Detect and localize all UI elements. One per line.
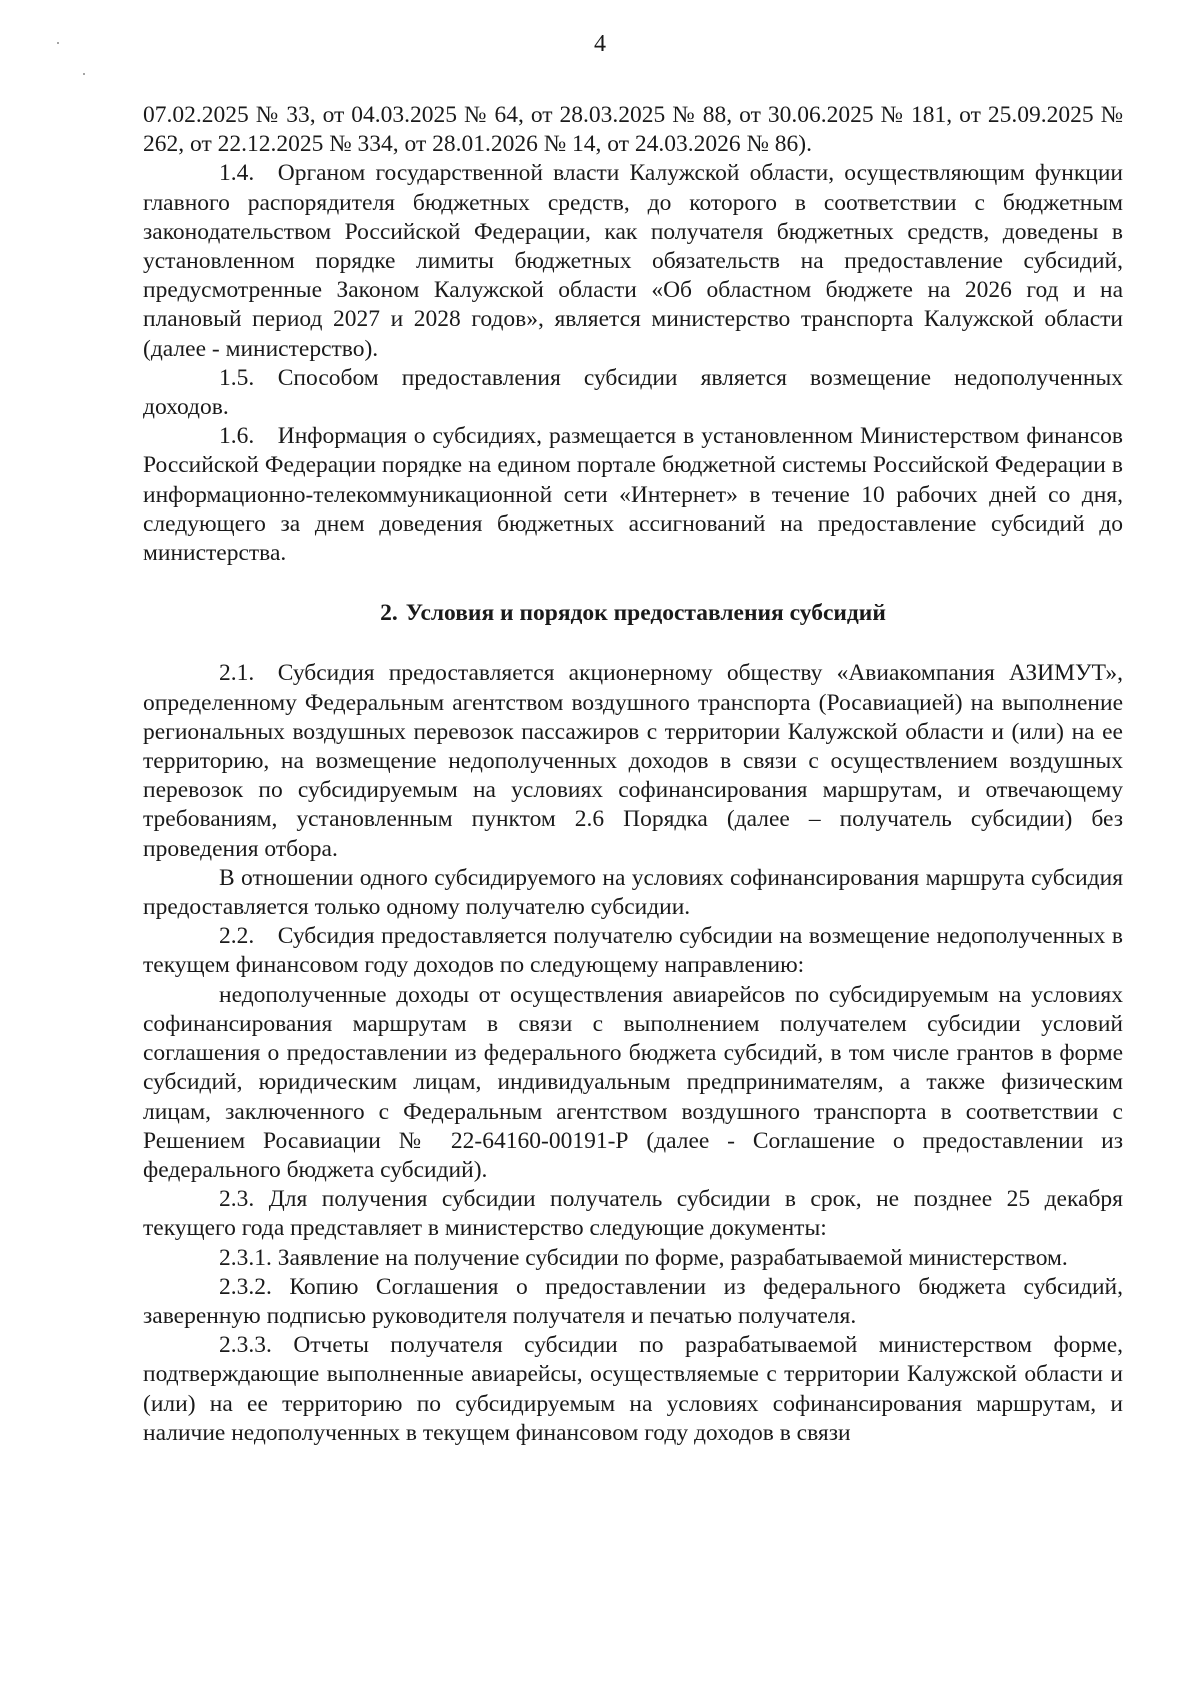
paragraph-2-2-direction: недополученные доходы от осуществления авиарейсов по субсидируемым на условиях софинансирования маршрутам в связи с выполнением получателем субсидии условий соглашения о предоставлении из федерального бюджета субсидий, в том числе грантов в форме субсидий, юридическим лицам, индивидуальным предпринимателям, а также физическим лицам, заключенного с Федеральным агентством воздушного транспорта в соответствии с Решением Росавиации № 22-64160-00191-Р (далее - Соглашение о предоставлении из федерального бюджета субсидий). bbox=[143, 981, 1123, 1183]
paragraph-1-5: 1.5. Способом предоставления субсидии является возмещение недополученных доходов. bbox=[143, 364, 1123, 421]
section-number: 2. bbox=[380, 600, 398, 627]
paragraph-continuation: 07.02.2025 № 33, от 04.03.2025 № 64, от 28.03.2025 № 88, от 30.06.2025 № 181, от 25.09.2025 № 262, от 22.12.2025 № 334, от 28.01.2026 № 14, от 24.03.2026 № 86). bbox=[143, 102, 1123, 158]
document-body bbox=[143, 101, 1123, 1448]
paragraph-2-3-3: 2.3.3. Отчеты получателя субсидии по разрабатываемой министерством форме, подтверждающие выполненные авиарейсы, осуществляемые с территории Калужской области и (или) на ее территорию по субсидируемым на условиях софинансирования маршрутам, и наличие недополученных в текущем финансовом году доходов в связи bbox=[143, 1332, 1123, 1446]
scan-speck bbox=[83, 73, 85, 75]
section-title: Условия и порядок предоставления субсидий bbox=[405, 600, 886, 627]
paragraph-1-4: 1.4. Органом государственной власти Калужской области, осуществляющим функции главного распорядителя бюджетных средств, до которого в соответствии с бюджетным законодательством Российской Федерации, как получателя бюджетных средств, доведены в установленном порядке лимиты бюджетных обязательств на предоставление субсидий, предусмотренные Законом Калужской области «Об областном бюджете на 2026 год и на плановый период 2027 и 2028 годов», является министерство транспорта Калужской области (далее - министерство). bbox=[143, 160, 1123, 362]
paragraph-2-1: 2.1. Субсидия предоставляется акционерному обществу «Авиакомпания АЗИМУТ», определенному Федеральным агентством воздушного транспорта (Росавиацией) на выполнение региональных воздушных перевозок пассажиров с территории Калужской области и (или) на ее территорию, на возмещение недополученных доходов в связи с осуществлением воздушных перевозок по субсидируемым на условиях софинансирования маршрутам, и отвечающему требованиям, установленным пунктом 2.6 Порядка (далее – получатель субсидии) без проведения отбора. bbox=[143, 660, 1123, 862]
paragraph-2-3-1: 2.3.1. Заявление на получение субсидии по форме, разрабатываемой министерством. bbox=[219, 1244, 1068, 1271]
paragraph-2-3-2: 2.3.2. Копию Соглашения о предоставлении из федерального бюджета субсидий, заверенную подписью руководителя получателя и печатью получателя. bbox=[143, 1273, 1123, 1329]
section-heading bbox=[143, 599, 1123, 628]
page-number: 4 bbox=[594, 31, 606, 57]
paragraph-2-1-note: В отношении одного субсидируемого на условиях софинансирования маршрута субсидия предоставляется только одному получателю субсидии. bbox=[143, 864, 1123, 921]
paragraph-2-3: 2.3. Для получения субсидии получатель субсидии в срок, не позднее 25 декабря текущего года представляет в министерство следующие документы: bbox=[143, 1186, 1123, 1242]
paragraph-1-6: 1.6. Информация о субсидиях, размещается в установленном Министерством финансов Российской Федерации порядке на едином портале бюджетной системы Российской Федерации в информационно-телекоммуникационной сети «Интернет» в течение 10 рабочих дней со дня, следующего за днем доведения бюджетных ассигнований на предоставление субсидий до министерства. bbox=[143, 423, 1123, 567]
paragraph-2-2: 2.2. Субсидия предоставляется получателю субсидии на возмещение недополученных в текущем финансовом году доходов по следующему направлению: bbox=[143, 923, 1123, 979]
